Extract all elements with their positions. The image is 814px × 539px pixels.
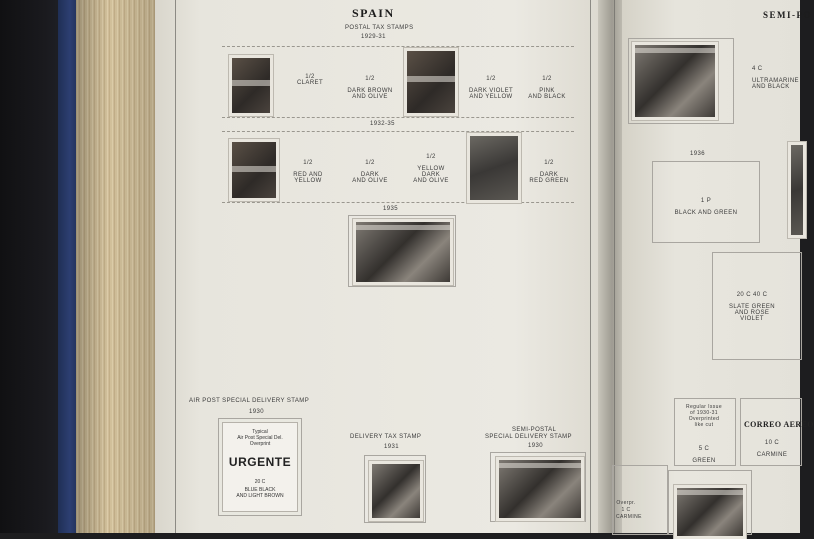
stamp-image <box>632 42 718 120</box>
stamp-color: DARK VIOLET AND YELLOW <box>468 88 514 100</box>
right-slot-6-text <box>616 500 642 521</box>
page-title: SPAIN <box>352 6 395 20</box>
stamp-image <box>467 133 521 203</box>
row1-slot-1 <box>286 74 334 86</box>
row2-slot-4 <box>524 154 574 190</box>
right-slot-4-note <box>678 404 730 428</box>
note-line: of 1930-31 <box>690 410 718 416</box>
right-slot-1-text <box>752 60 800 96</box>
stamp-value: 1/2 <box>486 76 496 82</box>
stamp-image <box>353 219 453 285</box>
note-line: Overprinted <box>688 416 720 422</box>
urgente-note-1: Typical <box>252 429 268 435</box>
stamp-image <box>674 485 746 539</box>
years-label-1: 1929-31 <box>361 34 386 40</box>
stamp-image <box>496 457 584 521</box>
years-label-2: 1932-35 <box>370 121 395 127</box>
stamp-color: DARK BROWN AND OLIVE <box>347 88 393 100</box>
stamp-color: RED AND YELLOW <box>293 172 323 184</box>
stamp-value: 5 C <box>698 446 710 452</box>
urgente-text: URGENTE <box>228 455 292 469</box>
note-line: 1 C <box>621 507 631 513</box>
stamp-image <box>788 142 806 238</box>
delivery-tax-label: DELIVERY TAX STAMP <box>350 434 422 440</box>
air-post-label: AIR POST SPECIAL DELIVERY STAMP <box>189 398 310 404</box>
semi-postal-year: 1930 <box>528 443 543 449</box>
section-title: POSTAL TAX STAMPS <box>345 25 414 31</box>
right-page-border <box>590 0 591 533</box>
row1-slot-2 <box>344 70 396 106</box>
right-slot-2-text <box>664 192 748 222</box>
stamp-row-1 <box>222 46 574 118</box>
page-edges <box>76 0 158 533</box>
urgente-color: BLUE BLACK AND LIGHT BROWN <box>236 487 284 499</box>
stamp-color: BLACK AND GREEN <box>674 210 738 216</box>
stamp-value: 1 P <box>700 198 712 204</box>
stamp-value: 1/2 <box>426 154 436 160</box>
stamp-color: DARK AND OLIVE <box>352 172 388 184</box>
correo-aereo-overprint: CORREO AEREO <box>744 420 814 429</box>
stamp-color: DARK RED GREEN <box>529 172 569 184</box>
stamp-color: CLARET <box>296 80 324 86</box>
row2-slot-1 <box>283 154 333 190</box>
stamp-image <box>404 48 458 116</box>
note-line: Regular Issue <box>685 404 723 410</box>
stamp-value: 20 C 40 C <box>736 292 768 298</box>
right-year-label: 1936 <box>690 151 705 157</box>
note-line: Overpr. <box>616 500 636 506</box>
right-page-frame <box>614 0 615 533</box>
stamp-image <box>229 139 279 201</box>
delivery-tax-year: 1931 <box>384 444 399 450</box>
years-label-3: 1935 <box>383 206 398 212</box>
stamp-value: 10 C <box>764 440 780 446</box>
stamp-color: GREEN <box>692 458 716 464</box>
stamp-image <box>369 461 423 521</box>
note-line: CARMINE <box>616 514 642 520</box>
stamp-image <box>229 55 273 116</box>
stamp-value: 1/2 <box>365 76 375 82</box>
urgente-note-2: Air Post Special Del. <box>237 435 283 441</box>
air-post-year: 1930 <box>249 409 264 415</box>
urgente-note-3: Overprint <box>249 441 271 447</box>
stamp-color: PINK AND BLACK <box>528 88 566 100</box>
semi-postal-label: SEMI-POSTAL <box>512 427 557 433</box>
stamp-value: 1/2 <box>542 76 552 82</box>
row1-slot-3 <box>463 70 519 106</box>
right-slot-3-text <box>718 286 786 328</box>
note-line: like cut <box>694 422 714 428</box>
stamp-value: 1/2 <box>305 74 315 80</box>
right-slot-5-text <box>750 434 794 464</box>
stamp-color: YELLOW DARK AND OLIVE <box>413 166 449 184</box>
stamp-value: 1/2 <box>544 160 554 166</box>
row2-slot-2 <box>344 154 396 190</box>
stamp-color: CARMINE <box>756 452 788 458</box>
right-slot-4-text <box>678 440 730 470</box>
special-delivery-label: SPECIAL DELIVERY STAMP <box>485 434 572 440</box>
stamp-color: SLATE GREEN AND ROSE VIOLET <box>729 304 775 322</box>
urgente-overprint <box>222 422 298 512</box>
stamp-value: 4 C <box>752 66 763 72</box>
urgente-value: 20 C <box>254 479 266 485</box>
right-page-title: SEMI-PO <box>763 10 813 20</box>
row2-slot-3 <box>405 148 457 190</box>
stamp-value: 1/2 <box>365 160 375 166</box>
stamp-color: ULTRAMARINE AND BLACK <box>752 78 799 90</box>
stamp-value: 1/2 <box>303 160 313 166</box>
left-page-border <box>175 0 176 533</box>
row1-slot-4 <box>523 70 571 106</box>
